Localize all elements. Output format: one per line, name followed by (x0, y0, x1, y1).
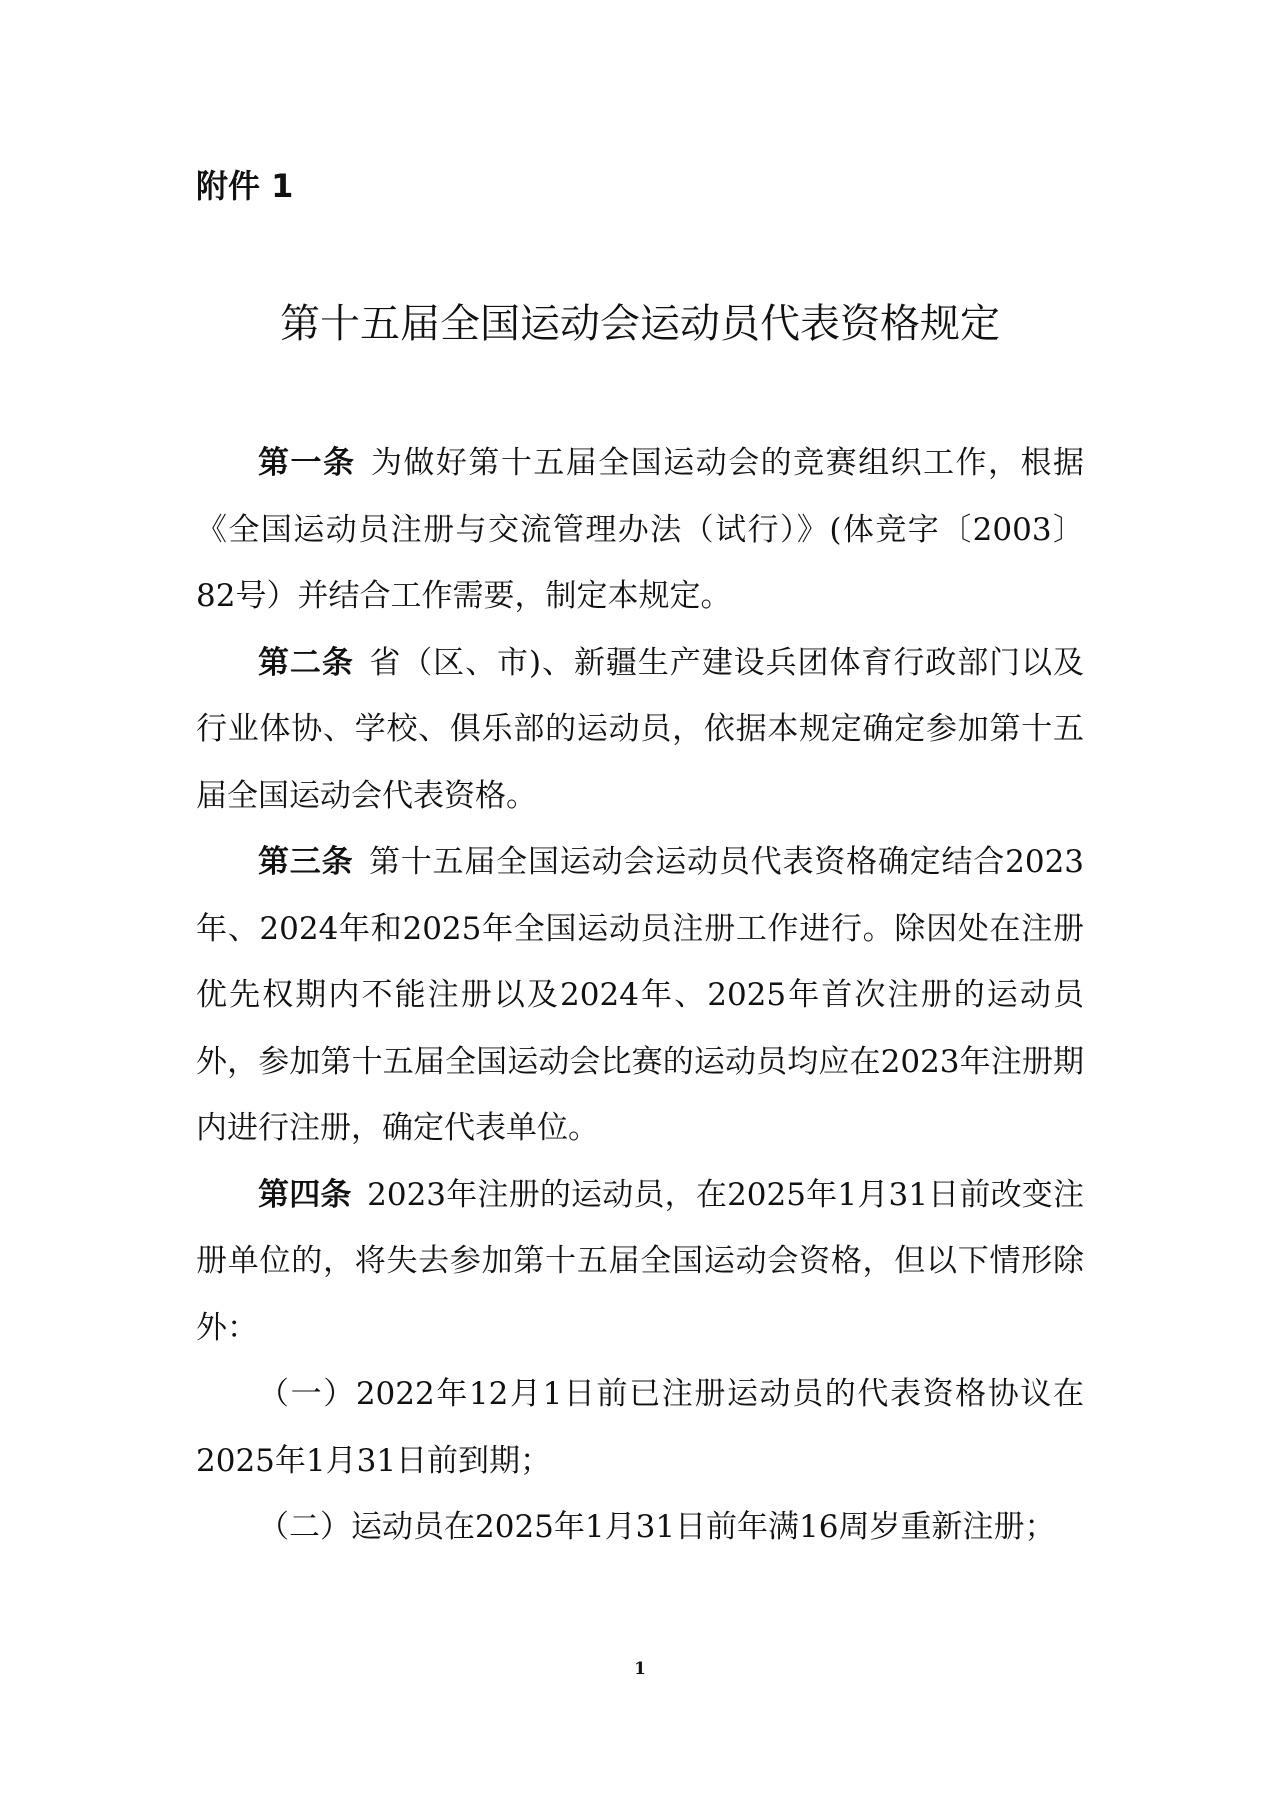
exception-item-2 (196, 1494, 1084, 1561)
article-1-paragraph (196, 430, 1084, 630)
article-heading: 第二条 (258, 644, 354, 681)
article-text: 为做好第十五届全国运动会的竞赛组织工作，根据《全国运动员注册与交流管理办法（试行）》(体竞字〔2003〕82号）并结合工作需要，制定本规定。 (196, 445, 1084, 614)
article-text: 省（区、市)、新疆生产建设兵团体育行政部门以及行业体协、学校、俱乐部的运动员，依据本规定确定参加第十五届全国运动会代表资格。 (196, 644, 1085, 814)
article-2-paragraph (196, 630, 1084, 830)
article-3-paragraph (196, 829, 1084, 1162)
article-text: 2023年注册的运动员，在2025年1月31日前改变注册单位的，将失去参加第十五届全国运动会资格，但以下情形除外： (196, 1176, 1085, 1346)
article-heading: 第三条 (258, 844, 354, 880)
item-text: （二）运动员在2025年1月31日前年满16周岁重新注册； (258, 1509, 1056, 1545)
document-body (196, 430, 1084, 1561)
article-heading: 第一条 (258, 445, 356, 481)
page-number: 1 (634, 1659, 646, 1679)
article-text: 第十五届全国运动会运动员代表资格确定结合2023年、2024年和2025年全国运动员注册工作进行。除因处在注册优先权期内不能注册以及2024年、2025年首次注册的运动员外，参加第十五届全国运动会比赛的运动员均应在2023年注册期内进行注册，确定代表单位。 (196, 844, 1085, 1146)
exception-item-1 (196, 1361, 1084, 1494)
article-4-paragraph (196, 1162, 1084, 1362)
article-heading: 第四条 (258, 1176, 352, 1213)
item-text: （一）2022年12月1日前已注册运动员的代表资格协议在2025年1月31日前到期； (196, 1376, 1084, 1479)
document-title: 第十五届全国运动会运动员代表资格规定 (280, 301, 1000, 347)
attachment-label: 附件 1 (196, 167, 294, 205)
